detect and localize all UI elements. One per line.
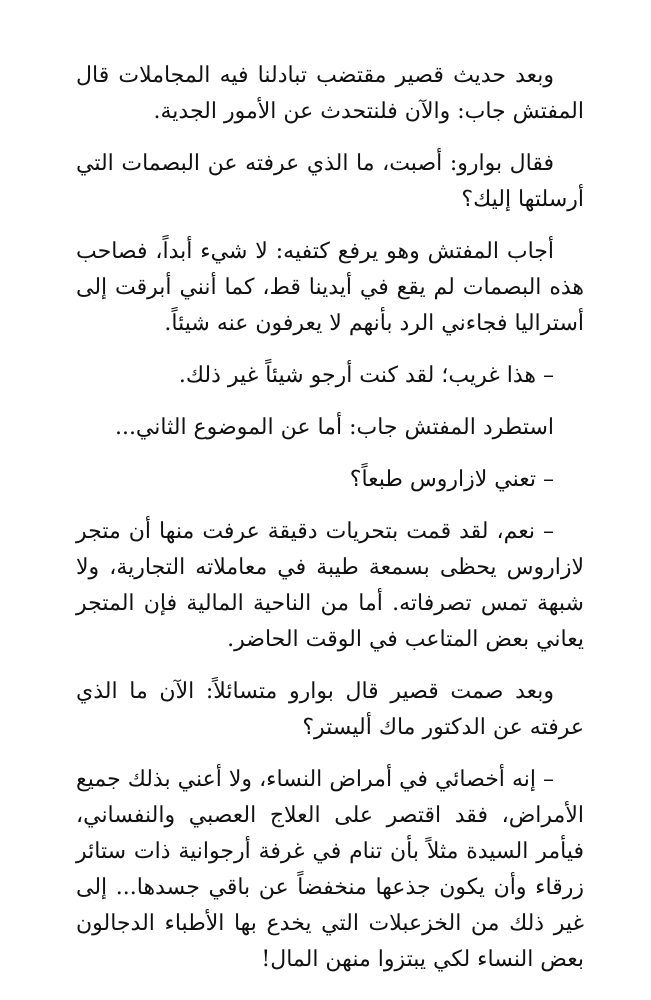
paragraph-mcallister-question: وبعد صمت قصير قال بوارو متسائلاً: الآن ما الذي عرفته عن الدكتور ماك أليستر؟ xyxy=(76,679,584,740)
paragraph-mcallister-description: – إنه أخصائي في أمراض النساء، ولا أعني بذلك جميع الأمراض، فقد اقتصر على العلاج العصبي والنفساني، فيأمر السيدة مثلاً بأن تنام في غرفة أرجوانية ذات ستائر زرقاء وأن يكون جذعها منخفضاً عن باقي جسدها... إلى غير ذلك من الخزعبلات التي يخدع بها الأطباء الدجالون بعض النساء لكي يبتزوا منهن المال! xyxy=(76,767,584,972)
paragraph-lazarus-question: – تعني لازاروس طبعاً؟ xyxy=(349,467,554,492)
document-page xyxy=(76,58,584,994)
paragraph-lazarus-investigation: – نعم، لقد قمت بتحريات دقيقة عرفت منها أن متجر لازاروس يحظى بسمعة طيبة في معاملاته التجارية، ولا شبهة تمس تصرفاته. أما من الناحية المالية فإن المتجر يعاني بعض المتاعب في الوقت الحاضر. xyxy=(76,519,584,652)
paragraph-pleasantries: وبعد حديث قصير مقتضب تبادلنا فيه المجاملات قال المفتش جاب: والآن فلنتحدث عن الأمور الجدية. xyxy=(76,63,584,124)
paragraph-second-subject: استطرد المفتش جاب: أما عن الموضوع الثاني... xyxy=(114,415,554,440)
paragraph-strange-remark: – هذا غريب؛ لقد كنت أرجو شيئاً غير ذلك. xyxy=(178,363,554,388)
paragraph-poirot-fingerprints-question: فقال بوارو: أصبت، ما الذي عرفته عن البصمات التي أرسلتها إليك؟ xyxy=(76,151,584,212)
paragraph-inspector-answer: أجاب المفتش وهو يرفع كتفيه: لا شيء أبداً، فصاحب هذه البصمات لم يقع في أيدينا قط، كما أنني أبرقت إلى أستراليا فجاءني الرد بأنهم لا يعرفون عنه شيئاً. xyxy=(76,239,584,336)
